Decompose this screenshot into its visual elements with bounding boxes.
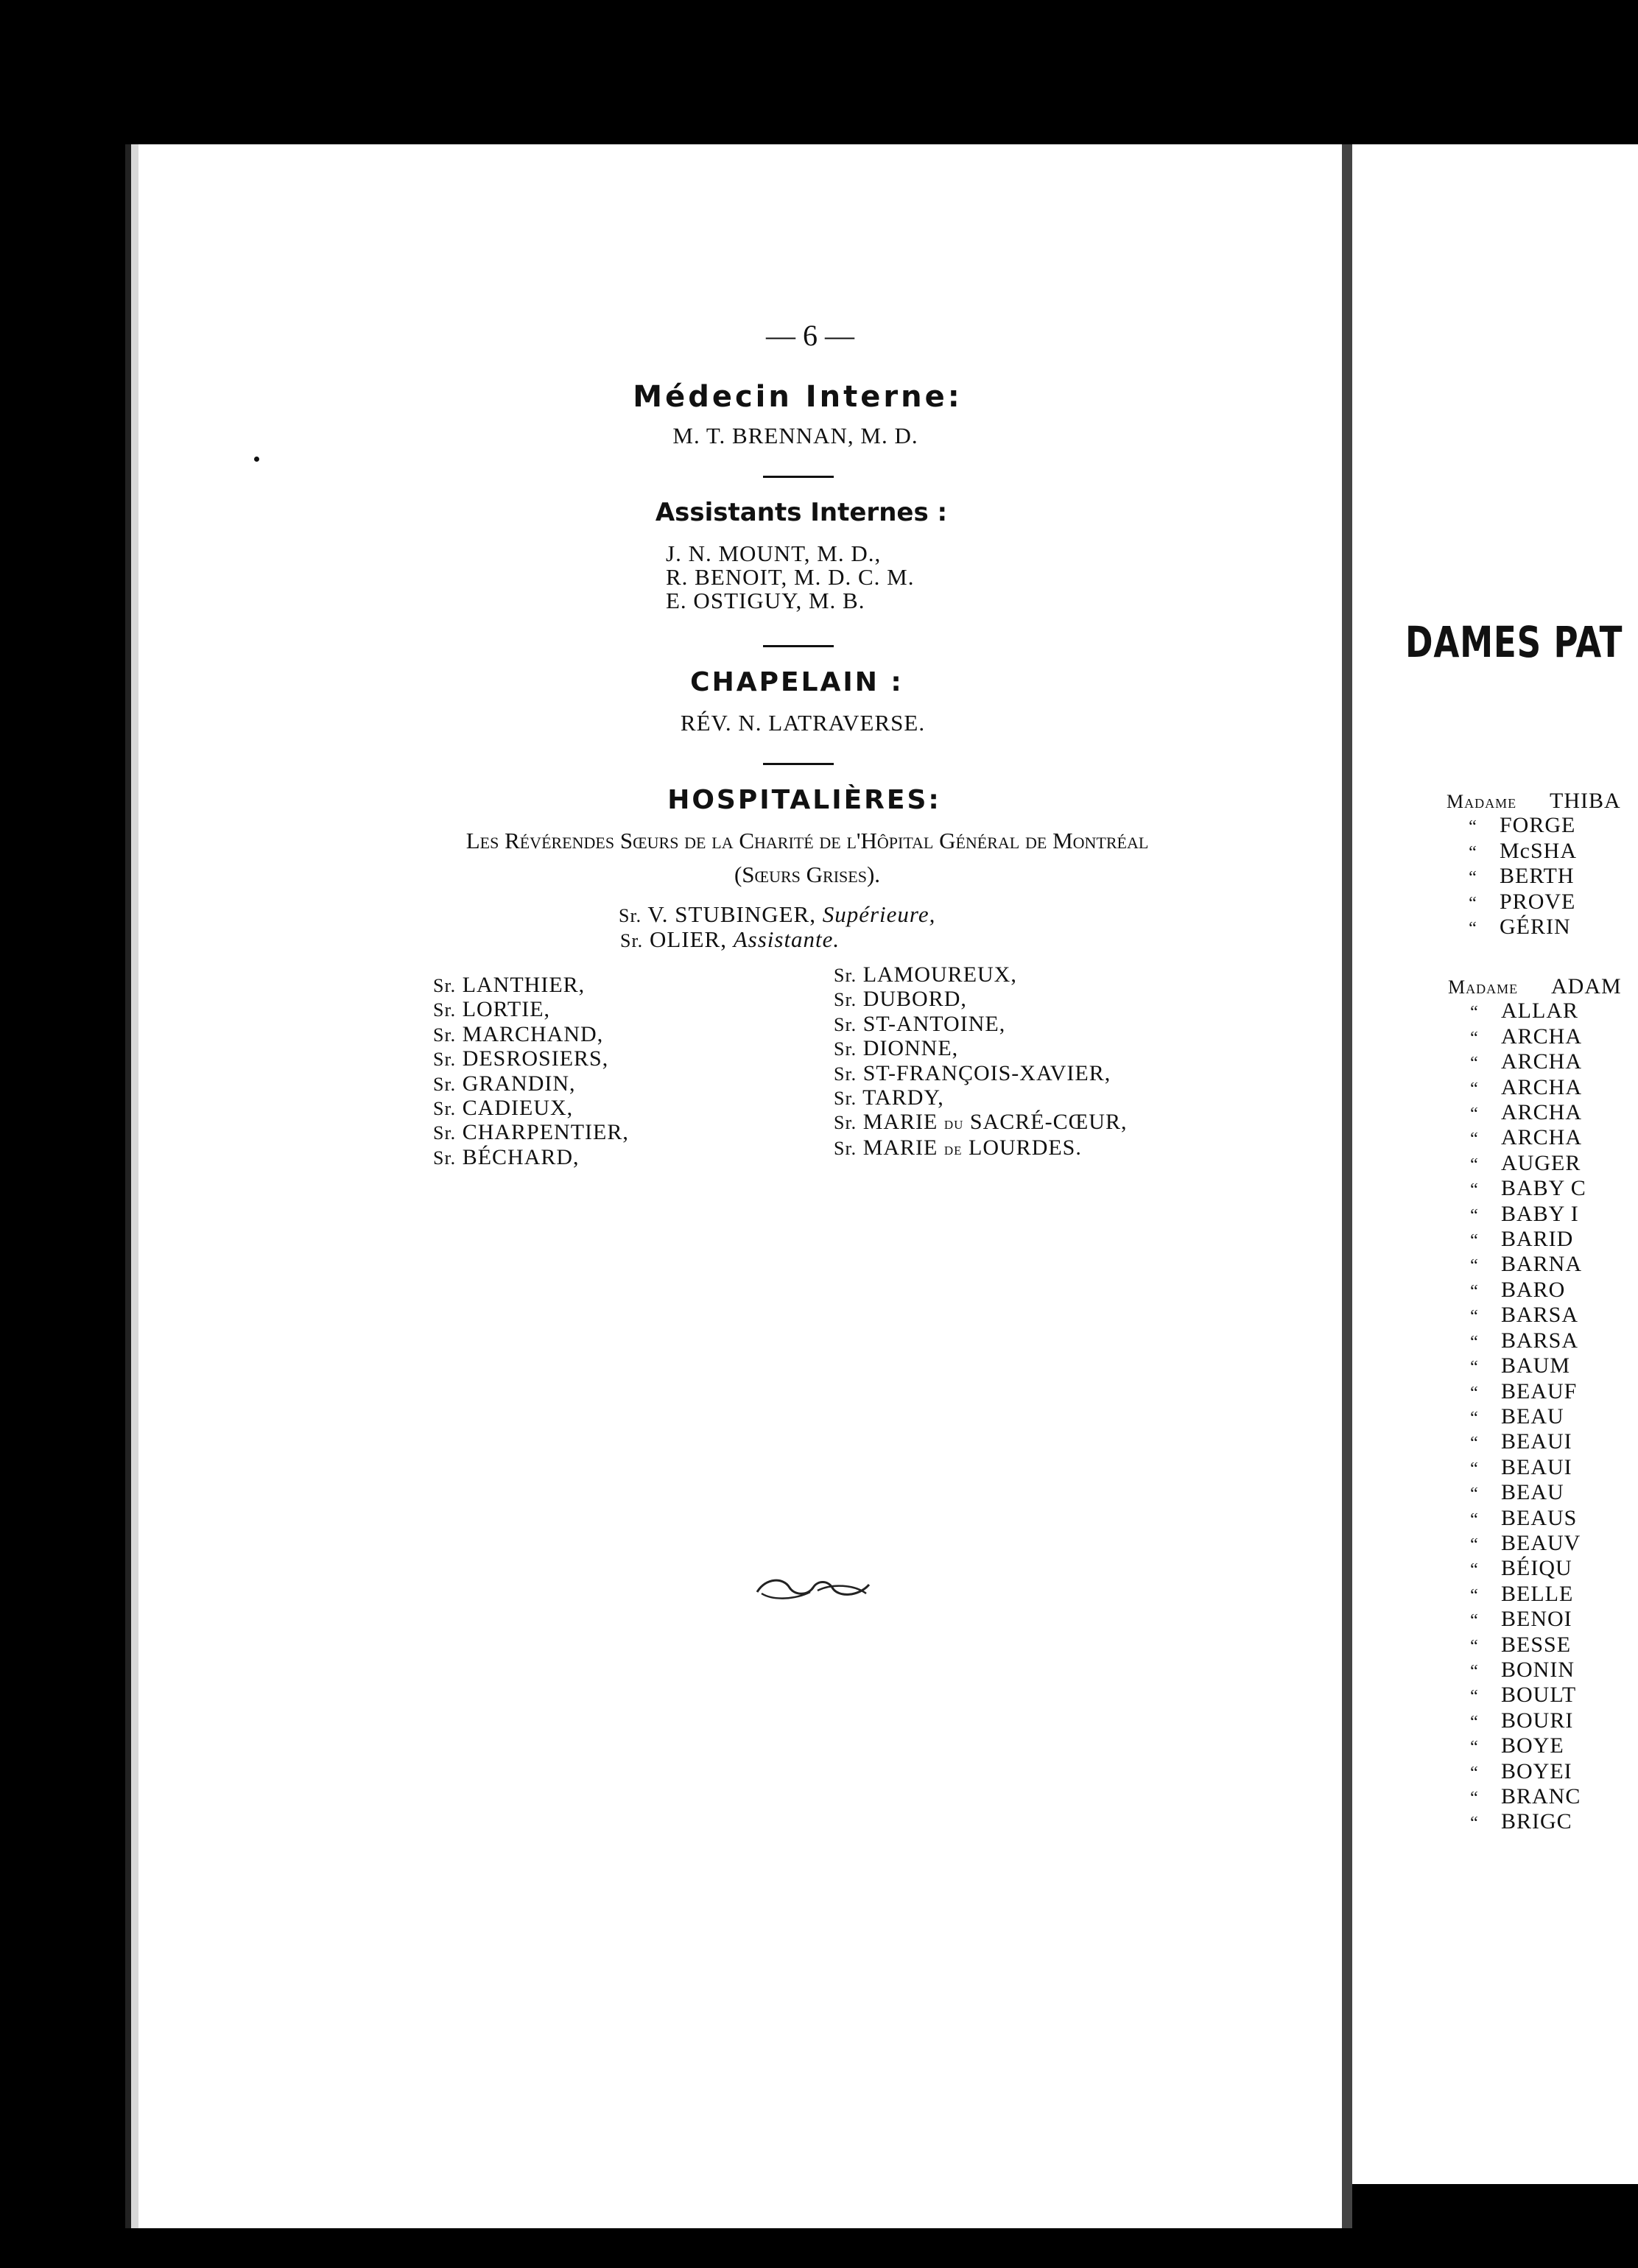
list-item: “ ARCHA	[1470, 1074, 1583, 1099]
list-item: “ BÉIQU	[1470, 1556, 1572, 1581]
list-item: “ BOURI	[1470, 1708, 1574, 1733]
medecin-heading: Médecin Interne:	[633, 380, 963, 414]
sr-prefix: Sr.	[619, 905, 642, 926]
list-item: “ BEAU	[1470, 1404, 1564, 1429]
assistant-name: R. BENOIT, M. D. C. M.	[666, 564, 915, 590]
hospitalieres-line2: (Sœurs Grises).	[734, 862, 881, 887]
list-item: “ BEAUF	[1470, 1378, 1578, 1404]
list-item: “ BOYEI	[1470, 1758, 1572, 1783]
list-item: “ ARCHA	[1470, 1125, 1583, 1150]
list-item: “ BARSA	[1470, 1328, 1579, 1353]
sister-entry: Sr. BÉCHARD,	[433, 1144, 580, 1169]
chapelain-heading: CHAPELAIN :	[690, 667, 904, 697]
sister-entry: Sr. CADIEUX,	[433, 1096, 574, 1121]
sr-prefix: Sr.	[620, 930, 644, 951]
ornament-flourish-icon	[751, 1571, 876, 1605]
sister-entry: Sr. DESROSIERS,	[433, 1046, 609, 1071]
sister-entry: Sr. MARCHAND,	[433, 1021, 604, 1046]
sisters-left-column	[433, 973, 629, 1170]
list-item: “ ARCHA	[1470, 1100, 1583, 1125]
list-item: “ ALLAR	[1470, 999, 1578, 1024]
sister-entry: Sr. LAMOUREUX,	[834, 962, 1017, 987]
sister-entry: Sr. ST-ANTOINE,	[834, 1011, 1006, 1036]
list-item: “ McSHA	[1469, 838, 1578, 863]
hospitalieres-line1: Les Révérendes Sœurs de la Charité de l'Hôpital Général de Montréal	[465, 828, 1149, 853]
sister-entry: Sr. ST-FRANÇOIS-XAVIER,	[834, 1060, 1111, 1085]
sister-name: V. STUBINGER,	[647, 901, 816, 927]
list-item: “ BOULT	[1470, 1683, 1577, 1708]
list-item: “ BERTH	[1469, 864, 1575, 889]
list-item: “ BRIGC	[1470, 1809, 1572, 1834]
list-item: “ BEAUI	[1470, 1429, 1572, 1454]
sister-entry: Sr. DUBORD,	[834, 987, 967, 1012]
patroness-list-group1	[1447, 789, 1621, 940]
sister-entry: Sr. GRANDIN,	[433, 1071, 576, 1096]
sisters-right-column	[834, 963, 1127, 1161]
sister-role: Supérieure,	[822, 901, 936, 927]
patroness-list-group2	[1448, 975, 1622, 1836]
list-item: “ AUGER	[1470, 1150, 1581, 1175]
sister-entry: Sr. LORTIE,	[433, 997, 551, 1022]
list-item: “ BABY I	[1470, 1201, 1579, 1226]
sister-entry: Sr. LANTHIER,	[433, 973, 586, 997]
list-item: Madame THIBA	[1447, 789, 1621, 813]
list-item: “ BOYE	[1470, 1733, 1564, 1758]
list-item: “ GÉRIN	[1469, 915, 1571, 940]
list-item: “ BARNA	[1470, 1252, 1583, 1277]
list-item: “ BAUM	[1470, 1353, 1571, 1378]
list-item: “ BEAU	[1470, 1480, 1564, 1505]
left-page	[125, 144, 1348, 2228]
sister-entry: Sr. MARIE de LOURDES.	[834, 1135, 1082, 1160]
superieure-line	[619, 901, 935, 928]
assistants-list	[666, 542, 914, 613]
sister-entry: Sr. DIONNE,	[834, 1036, 959, 1061]
right-page-title: DAMES PAT	[1405, 617, 1623, 667]
list-item: “ BARO	[1470, 1277, 1566, 1302]
list-item: “ BEAUV	[1470, 1530, 1581, 1555]
sister-entry: Sr. TARDY,	[834, 1085, 944, 1110]
list-item: “ BARSA	[1470, 1303, 1579, 1328]
list-item: “ BONIN	[1470, 1657, 1575, 1682]
medecin-name: M. T. BRENNAN, M. D.	[672, 423, 918, 448]
list-item: Madame ADAM	[1448, 974, 1622, 999]
list-item: “ BRANC	[1470, 1784, 1581, 1809]
hospitalieres-heading: HOSPITALIÈRES:	[667, 785, 941, 815]
list-item: “ ARCHA	[1470, 1024, 1583, 1049]
sister-role: Assistante.	[733, 926, 840, 952]
chapelain-name: RÉV. N. LATRAVERSE.	[680, 710, 926, 736]
divider	[763, 476, 834, 478]
list-item: “ BABY C	[1470, 1176, 1586, 1201]
divider	[763, 763, 834, 765]
list-item: “ BEAUI	[1470, 1454, 1572, 1479]
ink-speck	[254, 457, 259, 462]
assistants-heading: Assistants Internes :	[655, 498, 948, 527]
list-item: “ BELLE	[1470, 1581, 1574, 1606]
assistant-name: E. OSTIGUY, M. B.	[666, 588, 865, 613]
list-item: “ BESSE	[1470, 1632, 1572, 1657]
list-item: “ BENOI	[1470, 1607, 1572, 1632]
book-gutter	[1342, 144, 1352, 2228]
page-number: — 6 —	[766, 319, 854, 352]
list-item: “ FORGE	[1469, 813, 1576, 838]
assistante-line	[620, 926, 840, 953]
list-item: “ BEAUS	[1470, 1505, 1578, 1530]
sister-entry: Sr. MARIE du SACRÉ-CŒUR,	[834, 1110, 1128, 1135]
assistant-name: J. N. MOUNT, M. D.,	[666, 540, 882, 566]
sister-name: OLIER,	[649, 926, 727, 952]
sister-entry: Sr. CHARPENTIER,	[433, 1120, 629, 1145]
list-item: “ BARID	[1470, 1227, 1574, 1252]
divider	[763, 645, 834, 647]
list-item: “ ARCHA	[1470, 1049, 1583, 1074]
list-item: “ PROVE	[1469, 889, 1576, 914]
